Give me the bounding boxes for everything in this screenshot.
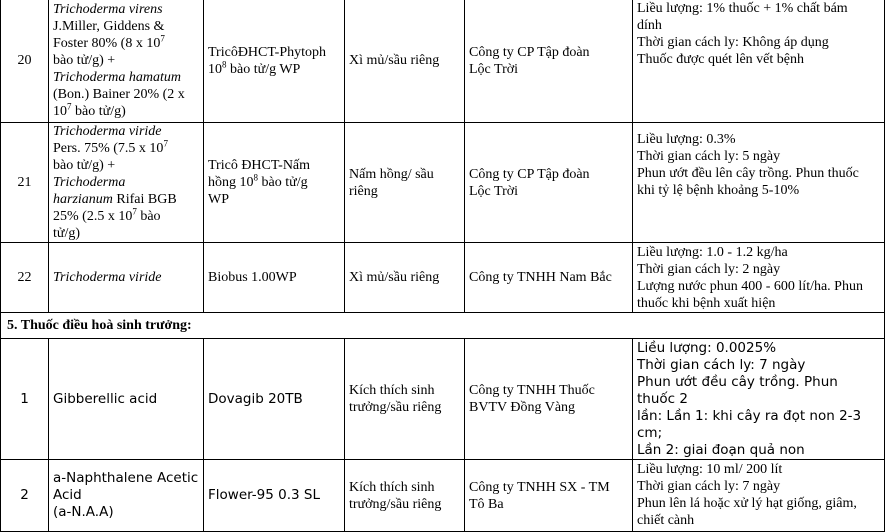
table-row: [1, 243, 885, 313]
registrant-company: Công ty TNHH SX - TM Tô Ba: [465, 460, 633, 532]
target-crop: Nấm hồng/ sầu riêng: [345, 123, 465, 243]
row-number: 21: [1, 123, 49, 243]
product-name: TricôĐHCT-Phytoph $10^8$ bào tử/g WP: [204, 0, 345, 123]
table-row: [1, 0, 885, 123]
product-name: Dovagib 20TB: [204, 339, 345, 460]
section-title: 5. Thuốc điều hoà sinh trưởng:: [1, 313, 885, 339]
active-ingredient: Trichoderma viride: [49, 243, 204, 313]
active-ingredient: Gibberellic acid: [49, 339, 204, 460]
product-name: Tricô ĐHCT-Nấm hồng $10^8$ bào tử/g WP: [204, 123, 345, 243]
target-crop: Xì mủ/sầu riêng: [345, 243, 465, 313]
usage-notes: Liều lượng: 1% thuốc + 1% chất bám dính Thời gian cách ly: Không áp dụng Thuốc được quét lên vết bệnh: [633, 0, 885, 123]
active-ingredient: Trichoderma viride Pers. 75% (7.5 x $10^7$ bào tử/g) + Trichoderma harzianum Rifai BGB 25% (2.5 x $10^7$ bào tử/g): [49, 123, 204, 243]
usage-notes: Liều lượng: 0.3% Thời gian cách ly: 5 ngày Phun ướt đều lên cây trồng. Phun thuốc khi tỷ lệ bệnh khoảng 5-10%: [633, 123, 885, 243]
row-number: 1: [1, 339, 49, 460]
target-crop: Kích thích sinh trưởng/sầu riêng: [345, 460, 465, 532]
product-name: Flower-95 0.3 SL: [204, 460, 345, 532]
product-name: Biobus 1.00WP: [204, 243, 345, 313]
usage-notes: Liều lượng: 0.0025% Thời gian cách ly: 7 ngày Phun ướt đều cây trồng. Phun thuốc 2 lần: Lần 1: khi cây ra đọt non 2-3 cm; Lần 2: giai đoạn quả non: [633, 339, 885, 460]
section-header-row: [1, 313, 885, 339]
target-crop: Xì mủ/sầu riêng: [345, 0, 465, 123]
usage-notes: Liều lượng: 10 ml/ 200 lít Thời gian cách ly: 7 ngày Phun lên lá hoặc xử lý hạt giống, giâm, chiết cành: [633, 460, 885, 532]
registrant-company: Công ty TNHH Thuốc BVTV Đồng Vàng: [465, 339, 633, 460]
row-number: 20: [1, 0, 49, 123]
table-row: [1, 123, 885, 243]
usage-notes: Liều lượng: 1.0 - 1.2 kg/ha Thời gian cách ly: 2 ngày Lượng nước phun 400 - 600 lít/ha. Phun thuốc khi bệnh xuất hiện: [633, 243, 885, 313]
row-number: 2: [1, 460, 49, 532]
target-crop: Kích thích sinh trưởng/sầu riêng: [345, 339, 465, 460]
registrant-company: Công ty CP Tập đoàn Lộc Trời: [465, 0, 633, 123]
active-ingredient: Trichoderma virens J.Miller, Giddens & Foster 80% (8 x $10^7$ bào tử/g) + Trichoderma hamatum (Bon.) Bainer 20% (2 x $10^7$ bào tử/g): [49, 0, 204, 123]
active-ingredient: a-Naphthalene Acetic Acid (a-N.A.A): [49, 460, 204, 532]
registrant-company: Công ty TNHH Nam Bắc: [465, 243, 633, 313]
row-number: 22: [1, 243, 49, 313]
registrant-company: Công ty CP Tập đoàn Lộc Trời: [465, 123, 633, 243]
table-row: [1, 339, 885, 460]
